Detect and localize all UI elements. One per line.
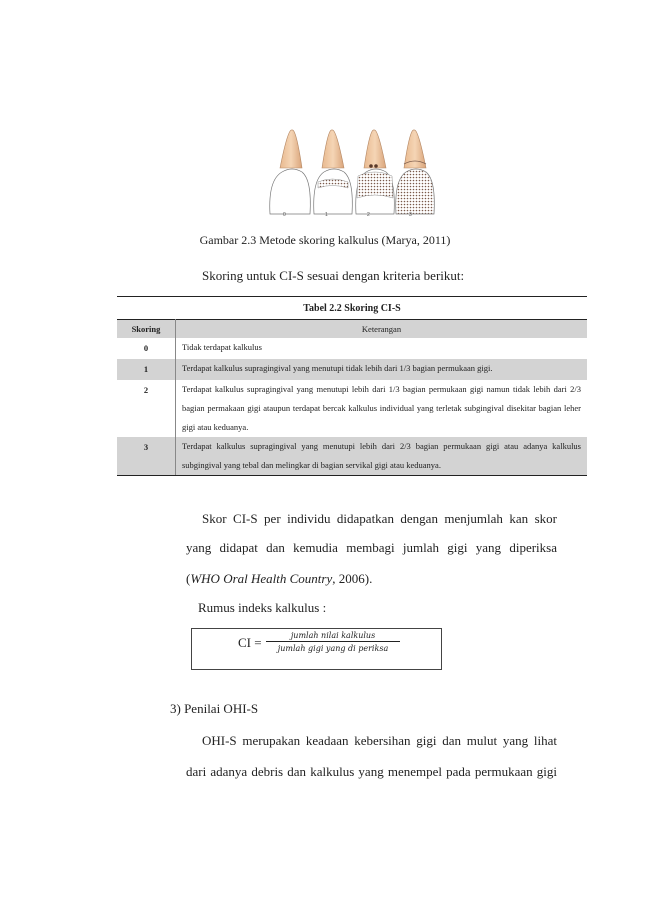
figure-label-1: 1 [325, 212, 328, 218]
paragraph-line: yang didapat dan kemudia membagi jumlah gigi yang diperiksa [186, 540, 557, 555]
score-cell: 2 [117, 380, 176, 437]
citation-source: WHO Oral Health Country [190, 571, 333, 586]
score-cell: 0 [117, 338, 176, 359]
paragraph-line: dari adanya debris dan kalkulus yang menempel pada permukaan gigi [186, 764, 557, 779]
formula-fraction [266, 631, 400, 653]
figure-label-3: 3 [409, 212, 412, 218]
table-header-score: Skoring [117, 320, 176, 339]
formula-heading: Rumus indeks kalkulus : [198, 600, 327, 615]
tooth-score-3 [396, 130, 435, 214]
tooth-score-2 [356, 130, 395, 214]
table-header-description: Keterangan [176, 320, 588, 339]
citation-year: , 2006). [332, 571, 373, 586]
figure-label-0: 0 [283, 212, 286, 218]
section-heading: 3) Penilai OHI-S [170, 701, 259, 716]
formula-denominator: jumlah gigi yang di periksa [277, 644, 389, 653]
table-row [117, 338, 587, 359]
formula-lhs: CI = [238, 635, 262, 650]
scoring-table [117, 296, 587, 476]
score-cell: 3 [117, 437, 176, 476]
description-cell: Terdapat kalkulus supragingival yang menutupi tidak lebih dari 1/3 bagian permukaan gigi. [176, 359, 588, 380]
table-row [117, 437, 587, 476]
paragraph-line: OHI-S merupakan keadaan kebersihan gigi dan mulut yang lihat [202, 733, 557, 748]
table-row [117, 380, 587, 437]
formula-numerator: jumlah nilai kalkulus [266, 631, 400, 642]
score-cell: 1 [117, 359, 176, 380]
tooth-score-1 [314, 130, 353, 214]
description-cell: Terdapat kalkulus supragingival yang menutupi lebih dari 2/3 bagian permukaan gigi atau adanya kalkulus subgingival yang tebal dan melingkar di bagian servikal gigi atau keduanya. [176, 437, 588, 476]
formula-box [191, 628, 442, 670]
figure-caption: Gambar 2.3 Metode skoring kalkulus (Marya, 2011) [199, 233, 451, 247]
description-cell: Terdapat kalkulus supragingival yang menutupi lebih dari 1/3 bagian permukaan gigi namun tidak lebih dari 2/3 bagian permakaan gigi ataupun terdapat bercak kalkulus individual yang terletak subgingival disekitar bagian leher gigi atau keduanya. [182, 384, 581, 432]
table-title: Tabel 2.2 Skoring CI-S [117, 297, 587, 320]
calculus-scoring-figure [262, 128, 438, 224]
description-cell: Tidak terdapat kalkulus [182, 342, 262, 352]
paragraph-citation: (WHO Oral Health Country, 2006). [186, 571, 373, 586]
paragraph-line: Skor CI-S per individu didapatkan dengan menjumlah kan skor [202, 511, 557, 526]
table-row [117, 359, 587, 380]
figure-label-2: 2 [367, 212, 370, 218]
tooth-score-0 [270, 130, 311, 214]
intro-text: Skoring untuk CI-S sesuai dengan kriteria berikut: [202, 268, 465, 283]
